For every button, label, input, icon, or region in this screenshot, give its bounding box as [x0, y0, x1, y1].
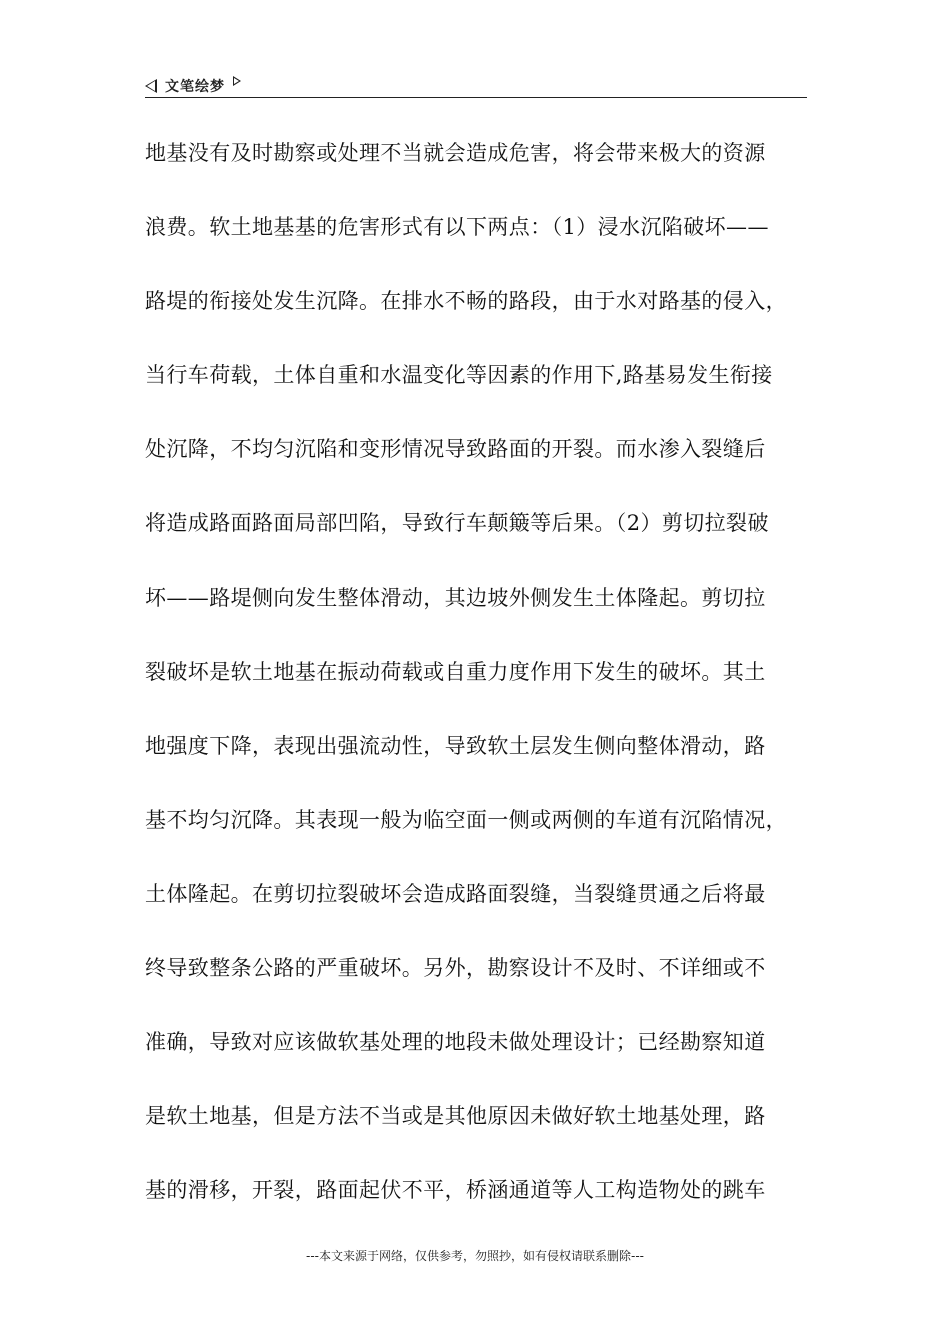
text-line: 当行车荷载，土体自重和水温变化等因素的作用下,路基易发生衔接: [145, 363, 773, 388]
text-line: 终导致整条公路的严重破坏。另外，勘察设计不及时、不详细或不: [145, 956, 766, 981]
left-triangle-icon: [145, 79, 157, 93]
text-line: 土体隆起。在剪切拉裂破坏会造成路面裂缝，当裂缝贯通之后将最: [145, 881, 766, 906]
text-line: 是软土地基，但是方法不当或是其他原因未做好软土地基处理，路: [145, 1104, 766, 1129]
page-header: [145, 72, 807, 100]
text-line: 路堤的衔接处发生沉降。在排水不畅的路段，由于水对路基的侵入，: [145, 289, 787, 314]
text-line: 浪费。软土地基基的危害形式有以下两点：（1）浸水沉陷破坏——: [145, 215, 769, 240]
text-line: 处沉降，不均匀沉陷和变形情况导致路面的开裂。而水渗入裂缝后: [145, 437, 766, 462]
right-triangle-icon: [233, 76, 241, 86]
document-body: [145, 127, 810, 1238]
text-line: 准确，导致对应该做软基处理的地段未做处理设计；已经勘察知道: [145, 1030, 766, 1055]
text-line: 裂破坏是软土地基在振动荷载或自重力度作用下发生的破坏。其土: [145, 659, 766, 684]
text-line: 将造成路面路面局部凹陷，导致行车颠簸等后果。（2）剪切拉裂破: [145, 511, 769, 536]
text-line: 坏——路堤侧向发生整体滑动，其边坡外侧发生土体隆起。剪切拉: [145, 585, 766, 610]
text-line: 基不均匀沉降。其表现一般为临空面一侧或两侧的车道有沉陷情况，: [145, 807, 787, 832]
header-divider: [145, 97, 807, 98]
brand-name: 文笔绘梦: [165, 79, 225, 95]
footer-disclaimer: ---本文来源于网络，仅供参考，勿照抄，如有侵权请联系删除---: [306, 1249, 644, 1263]
text-line: 基的滑移，开裂，路面起伏不平，桥涵通道等人工构造物处的跳车: [145, 1178, 766, 1203]
text-line: 地基没有及时勘察或处理不当就会造成危害，将会带来极大的资源: [145, 141, 766, 165]
text-line: 地强度下降，表现出强流动性，导致软土层发生侧向整体滑动，路: [145, 733, 766, 758]
